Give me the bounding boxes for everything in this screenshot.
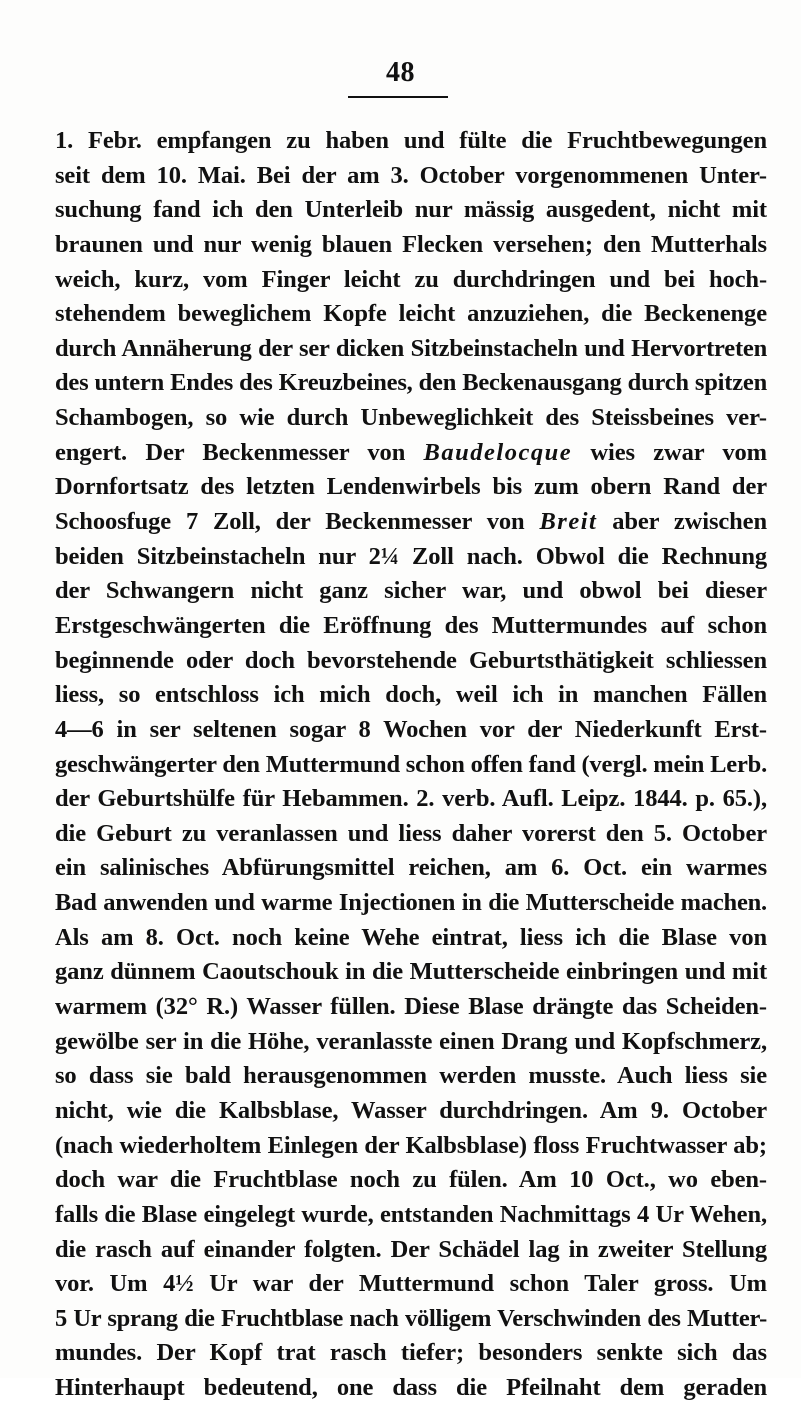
text-line — [55, 1025, 767, 1060]
text-line — [55, 540, 767, 575]
text-line — [55, 1198, 767, 1233]
text-segment: Schoosfuge 7 Zoll, der Beckenmesser von — [55, 508, 540, 536]
text-line — [55, 505, 767, 540]
text-segment: vor. Um 4½ Ur war der Muttermund schon Taler gross. Um — [55, 1270, 767, 1298]
text-segment: beginnende oder doch bevorstehende Geburtsthätigkeit schliessen — [55, 646, 767, 674]
text-line — [55, 678, 767, 713]
text-segment: braunen und nur wenig blauen Flecken versehen; den Mutterhals — [55, 230, 767, 258]
text-segment: 5 Ur sprang die Fruchtblase nach völligem Verschwinden des Mutter- — [55, 1304, 767, 1332]
text-segment: Als am 8. Oct. noch keine Wehe eintrat, liess ich die Blase von — [55, 923, 767, 951]
page-number: 48 — [386, 57, 415, 88]
text-segment: liess, so entschloss ich mich doch, weil ich in manchen Fällen — [55, 681, 767, 709]
text-line — [55, 886, 767, 921]
text-line — [55, 1302, 767, 1337]
text-line — [55, 1336, 767, 1371]
text-segment: ein salinisches Abfürungsmittel reichen, am 6. Oct. ein warmes — [55, 854, 767, 882]
text-line — [55, 609, 767, 644]
text-line — [55, 1163, 767, 1198]
text-line — [55, 955, 767, 990]
text-segment: beiden Sitzbeinstacheln nur 2¼ Zoll nach. Obwol die Rechnung — [55, 542, 767, 570]
text-segment: 1. Febr. empfangen zu haben und fülte die Fruchtbewegungen — [55, 127, 767, 154]
text-segment: mundes. Der Kopf trat rasch tiefer; besonders senkte sich das — [55, 1339, 767, 1367]
text-line — [55, 1129, 767, 1164]
text-line — [55, 436, 767, 471]
text-line — [55, 782, 767, 817]
text-line — [55, 990, 767, 1025]
text-segment: nicht, wie die Kalbsblase, Wasser durchdringen. Am 9. October — [55, 1096, 767, 1124]
text-line — [55, 1233, 767, 1268]
text-segment: der Geburtshülfe für Hebammen. 2. verb. Aufl. Leipz. 1844. p. 65.), — [55, 785, 767, 813]
text-segment: Bad anwenden und warme Injectionen in die Mutterscheide machen. — [55, 889, 767, 917]
text-segment: der Schwangern nicht ganz sicher war, und obwol bei dieser — [55, 577, 767, 605]
text-line — [55, 748, 767, 783]
text-segment: die Geburt zu veranlassen und liess daher vorerst den 5. October — [55, 819, 767, 847]
author-name: Baudelocque — [423, 438, 573, 466]
text-segment: wies zwar vom — [572, 438, 767, 466]
text-segment: durch Annäherung der ser dicken Sitzbeinstacheln und Hervortreten — [55, 334, 767, 362]
text-segment: (nach wiederholtem Einlegen der Kalbsblase) floss Fruchtwasser ab; — [55, 1131, 767, 1159]
text-segment: geschwängerter den Muttermund schon offen fand (vergl. mein Lerb. — [55, 750, 767, 778]
text-segment: warmem (32° R.) Wasser füllen. Diese Blase drängte das Scheiden- — [55, 993, 767, 1021]
text-line — [55, 366, 767, 401]
text-line — [55, 193, 767, 228]
text-segment: stehendem beweglichem Kopfe leicht anzuziehen, die Beckenenge — [55, 300, 767, 328]
text-segment: Dornfortsatz des letzten Lendenwirbels bis zum obern Rand der — [55, 473, 767, 501]
text-line — [55, 921, 767, 956]
text-line — [55, 332, 767, 367]
text-line — [55, 470, 767, 505]
text-line — [55, 644, 767, 679]
text-segment: Schambogen, so wie durch Unbeweglichkeit des Steissbeines ver- — [55, 404, 767, 432]
text-segment: suchung fand ich den Unterleib nur mässig ausgedent, nicht mit — [55, 196, 767, 224]
text-segment: falls die Blase eingelegt wurde, entstanden Nachmittags 4 Ur Wehen, — [55, 1200, 767, 1228]
text-line — [55, 817, 767, 852]
text-segment: engert. Der Beckenmesser von — [55, 438, 424, 466]
text-line — [55, 851, 767, 886]
text-line — [55, 713, 767, 748]
text-segment: die rasch auf einander folgten. Der Schädel lag in zweiter Stellung — [55, 1235, 767, 1263]
text-line — [55, 159, 767, 194]
page-number-underline — [348, 96, 448, 98]
author-name: Breit — [539, 508, 598, 536]
text-line — [55, 124, 767, 159]
text-segment: Erstgeschwängerten die Eröffnung des Muttermundes auf schon — [55, 611, 767, 639]
text-segment: ganz dünnem Caoutschouk in die Mutterscheide einbringen und mit — [55, 958, 767, 986]
text-line — [55, 1267, 767, 1302]
text-segment: seit dem 10. Mai. Bei der am 3. October vorgenommenen Unter- — [55, 161, 767, 189]
text-segment: so dass sie bald herausgenommen werden musste. Auch liess sie — [55, 1062, 767, 1090]
body-text — [55, 124, 767, 1406]
text-line — [55, 297, 767, 332]
text-line — [55, 228, 767, 263]
text-line — [55, 1059, 767, 1094]
text-segment: des untern Endes des Kreuzbeines, den Beckenausgang durch spitzen — [55, 369, 767, 397]
text-line — [55, 263, 767, 298]
text-segment: gewölbe ser in die Höhe, veranlasste einen Drang und Kopfschmerz, — [55, 1027, 767, 1055]
text-line — [55, 574, 767, 609]
text-line — [55, 401, 767, 436]
text-segment: doch war die Fruchtblase noch zu fülen. Am 10 Oct., wo eben- — [55, 1166, 767, 1194]
text-segment: weich, kurz, vom Finger leicht zu durchdringen und bei hoch- — [55, 265, 767, 293]
text-segment: aber zwischen — [597, 508, 767, 536]
text-segment: 4—6 in ser seltenen sogar 8 Wochen vor der Niederkunft Erst- — [55, 715, 767, 743]
text-segment: Hinterhaupt bedeutend, one dass die Pfeilnaht dem geraden — [55, 1374, 767, 1402]
text-line — [55, 1094, 767, 1129]
text-line — [55, 1371, 767, 1406]
